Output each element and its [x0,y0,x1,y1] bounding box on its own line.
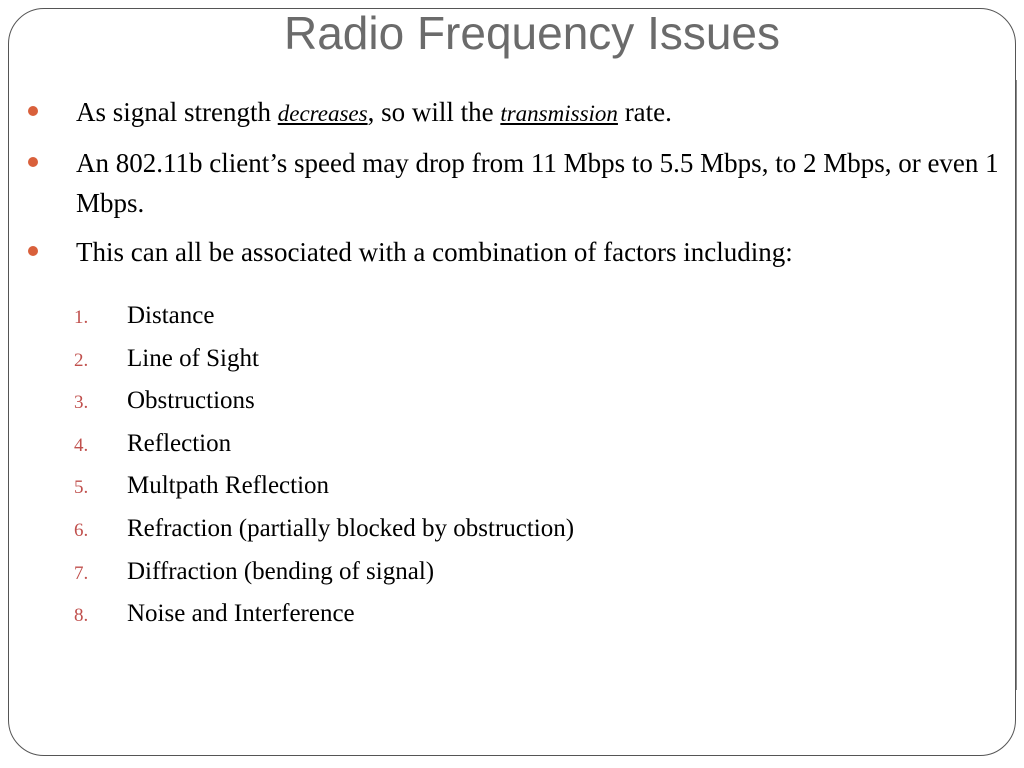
bullet-text: This can all be associated with a combination of factors including: [76,237,793,267]
factor-item [74,428,974,471]
factor-label: Line of Sight [127,344,259,372]
factor-item [74,470,974,513]
factor-number: 4. [74,434,89,456]
bullet-text-post: rate. [617,97,672,127]
factor-number: 3. [74,392,89,414]
factor-label: Distance [127,302,215,329]
factor-item [74,300,974,343]
factor-number: 5. [74,477,89,499]
bullet-dot-icon [28,246,38,256]
factor-label: Multpath Reflection [127,472,330,500]
slide-title: Radio Frequency Issues [283,7,781,59]
factor-item [74,343,974,386]
bullet-list [28,92,1008,281]
factor-item [74,556,974,599]
factor-number: 7. [74,562,89,584]
factor-number: 1. [74,307,89,328]
bullet-text-mid: , so will the [367,97,501,127]
bullet-text: An 802.11b client’s speed may drop from 11 Mbps to 5.5 Mbps, to 2 Mbps, or even 1 Mbps. [76,148,999,218]
factor-label: Obstructions [127,387,255,415]
right-accent-line [1016,80,1017,690]
bullet-item [28,143,1008,223]
factor-label: Noise and Interference [127,600,355,628]
factor-list [74,300,974,641]
bullet-item [28,92,1008,134]
factor-number: 6. [74,519,89,541]
factor-number: 2. [74,349,89,371]
bullet-text-pre: As signal strength [76,97,278,127]
factor-label: Refraction (partially blocked by obstruction) [127,514,575,542]
bullet-dot-icon [28,157,38,167]
emphasis-decreases: decreases [277,101,368,126]
factor-label: Diffraction (bending of signal) [127,557,435,585]
factor-item [74,385,974,428]
bullet-dot-icon [28,106,38,116]
factor-label: Reflection [127,429,232,457]
emphasis-transmission: transmission [500,101,618,126]
factor-item [74,598,974,641]
bullet-item [28,232,1008,272]
factor-number: 8. [74,605,89,627]
factor-item [74,513,974,556]
